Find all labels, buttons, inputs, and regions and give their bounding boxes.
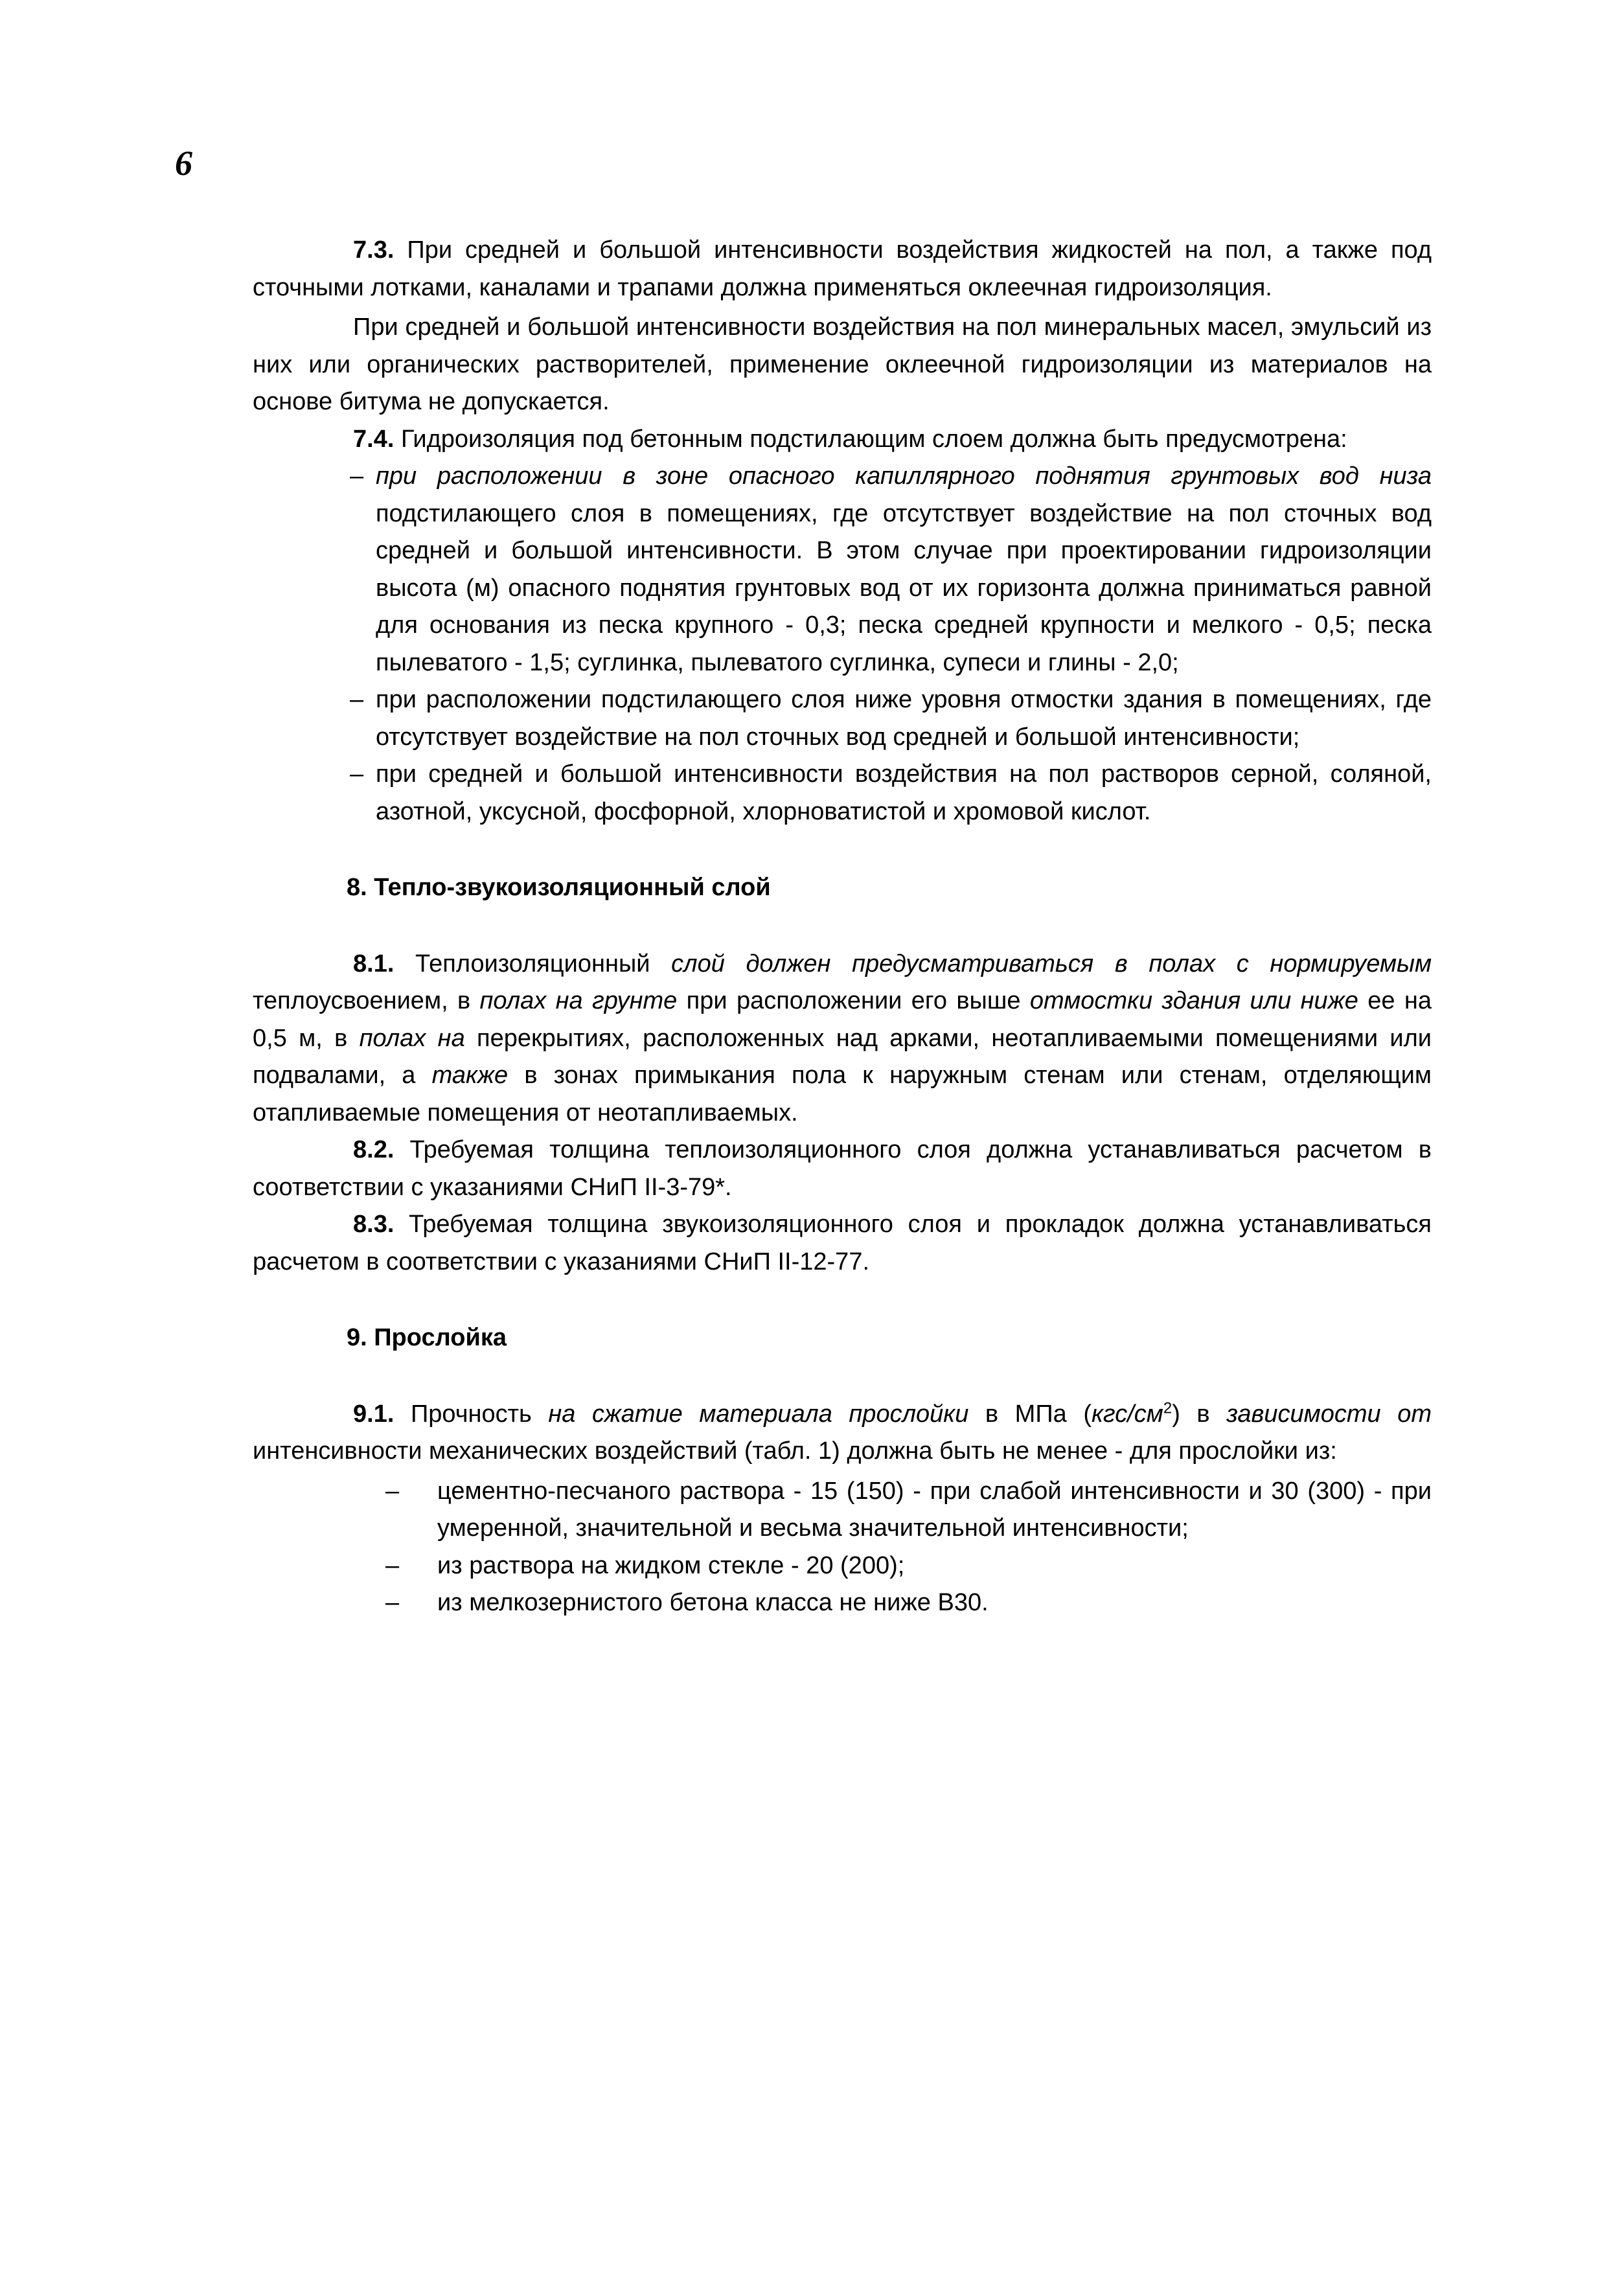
document-body	[253, 232, 1432, 1622]
text-run: интенсивности механических воздействий (табл. 1) должна быть не менее - для прослойки из:	[253, 1437, 1337, 1465]
text-run-italic: полах на грунте	[479, 987, 678, 1014]
text-run-italic: также	[431, 1062, 509, 1089]
list-item	[253, 681, 1432, 756]
clause-number: 7.4.	[353, 425, 395, 453]
text-run: Прочность	[394, 1400, 549, 1428]
list-item-text: подстилающего слоя в помещениях, где отсутствует воздействие на пол сточных вод средней и большой интенсивности. В этом случае при проектировании гидроизоляции высота (м) опасного поднятия грунтовых вод от их горизонта должна приниматься равной для основания из песка крупного - 0,3; песка средней крупности и мелкого - 0,5; песка пылеватого - 1,5; суглинка, пылеватого суглинка, супеси и глины - 2,0;	[376, 499, 1432, 676]
list-item-text: из мелкозернистого бетона класса не ниже В30.	[437, 1589, 989, 1616]
list-9-1	[253, 1473, 1432, 1622]
text-run-italic: на сжатие материала прослойки	[548, 1400, 969, 1428]
dash-bullet: –	[385, 1477, 400, 1505]
text-run-italic: слой должен предусматриваться в полах с нормируемым	[671, 950, 1432, 977]
paragraph-7-3	[253, 232, 1432, 306]
section-8-heading: 8. Тепло-звукоизоляционный слой	[347, 874, 771, 901]
text-run: при расположении его выше	[677, 987, 1030, 1014]
dash-bullet: –	[385, 1551, 400, 1579]
text-run: перекрытиях, расположенных над арками, неотапливаемыми помещениями или подвалами, а	[253, 1024, 1432, 1089]
list-7-4	[253, 458, 1432, 830]
dash-bullet: –	[350, 463, 364, 490]
clause-number: 8.2.	[353, 1136, 395, 1163]
superscript: 2	[1163, 1399, 1172, 1417]
list-item-italic: при расположении в зоне опасного капиллярного поднятия грунтовых вод низа	[376, 463, 1432, 490]
text-run-italic: полах на	[359, 1024, 465, 1052]
page-number: 6	[175, 144, 192, 183]
dash-bullet: –	[385, 1589, 400, 1616]
list-item-text: при средней и большой интенсивности воздействия на пол растворов серной, соляной, азотной, уксусной, фосфорной, хлорноватистой и хромовой кислот.	[376, 760, 1432, 825]
paragraph-text: Требуемая толщина теплоизоляционного слоя должна устанавливаться расчетом в соответствии с указаниями СНиП II-3-79*.	[253, 1136, 1432, 1201]
list-item	[253, 458, 1432, 681]
text-run-italic: отмостки здания или ниже	[1029, 987, 1358, 1014]
text-run: ее на 0,5 м, в	[253, 987, 1432, 1052]
paragraph-7-4	[253, 421, 1432, 459]
text-run: в зонах примыкания пола к наружным стенам или стенам, отделяющим отапливаемые помещения от неотапливаемых.	[253, 1062, 1432, 1126]
dash-bullet: –	[350, 686, 364, 713]
list-item-text: при расположении подстилающего слоя ниже уровня отмостки здания в помещениях, где отсутствует воздействие на пол сточных вод средней и большой интенсивности;	[376, 686, 1432, 751]
clause-number: 9.1.	[353, 1400, 395, 1428]
clause-number: 7.3.	[353, 236, 395, 264]
list-item	[253, 756, 1432, 830]
text-run: ) в	[1172, 1400, 1227, 1428]
paragraph-text: Гидроизоляция под бетонным подстилающим слоем должна быть предусмотрена:	[394, 425, 1347, 453]
paragraph-text: Требуемая толщина звукоизоляционного слоя и прокладок должна устанавливаться расчетом в соответствии с указаниями СНиП II-12-77.	[253, 1211, 1432, 1275]
list-item	[253, 1473, 1432, 1547]
paragraph-8-3	[253, 1206, 1432, 1281]
paragraph-text: При средней и большой интенсивности воздействия жидкостей на пол, а также под сточными лотками, каналами и трапами должна применяться оклеечная гидроизоляция.	[253, 236, 1432, 301]
clause-number: 8.3.	[353, 1211, 395, 1238]
paragraph-8-2	[253, 1132, 1432, 1206]
text-run: в МПа (	[968, 1400, 1092, 1428]
list-item	[253, 1547, 1432, 1585]
list-item-text: цементно-песчаного раствора - 15 (150) - при слабой интенсивности и 30 (300) - при умеренной, значительной и весьма значительной интенсивности;	[437, 1477, 1432, 1542]
list-item-text: из раствора на жидком стекле - 20 (200);	[437, 1551, 905, 1579]
section-9-heading: 9. Прослойка	[347, 1324, 507, 1351]
text-run: Теплоизоляционный	[394, 950, 672, 977]
text-run-italic: зависимости от	[1226, 1400, 1432, 1428]
text-run: теплоусвоением, в	[253, 987, 480, 1014]
paragraph-9-1	[253, 1396, 1432, 1470]
text-run-italic: кгс/см	[1091, 1400, 1163, 1428]
clause-number: 8.1.	[353, 950, 395, 977]
paragraph-8-1	[253, 946, 1432, 1132]
dash-bullet: –	[350, 760, 364, 788]
list-item	[253, 1584, 1432, 1622]
paragraph-7-3-b: При средней и большой интенсивности воздействия на пол минеральных масел, эмульсий из них или органических растворителей, применение оклеечной гидроизоляции из материалов на основе битума не допускается.	[253, 314, 1432, 415]
